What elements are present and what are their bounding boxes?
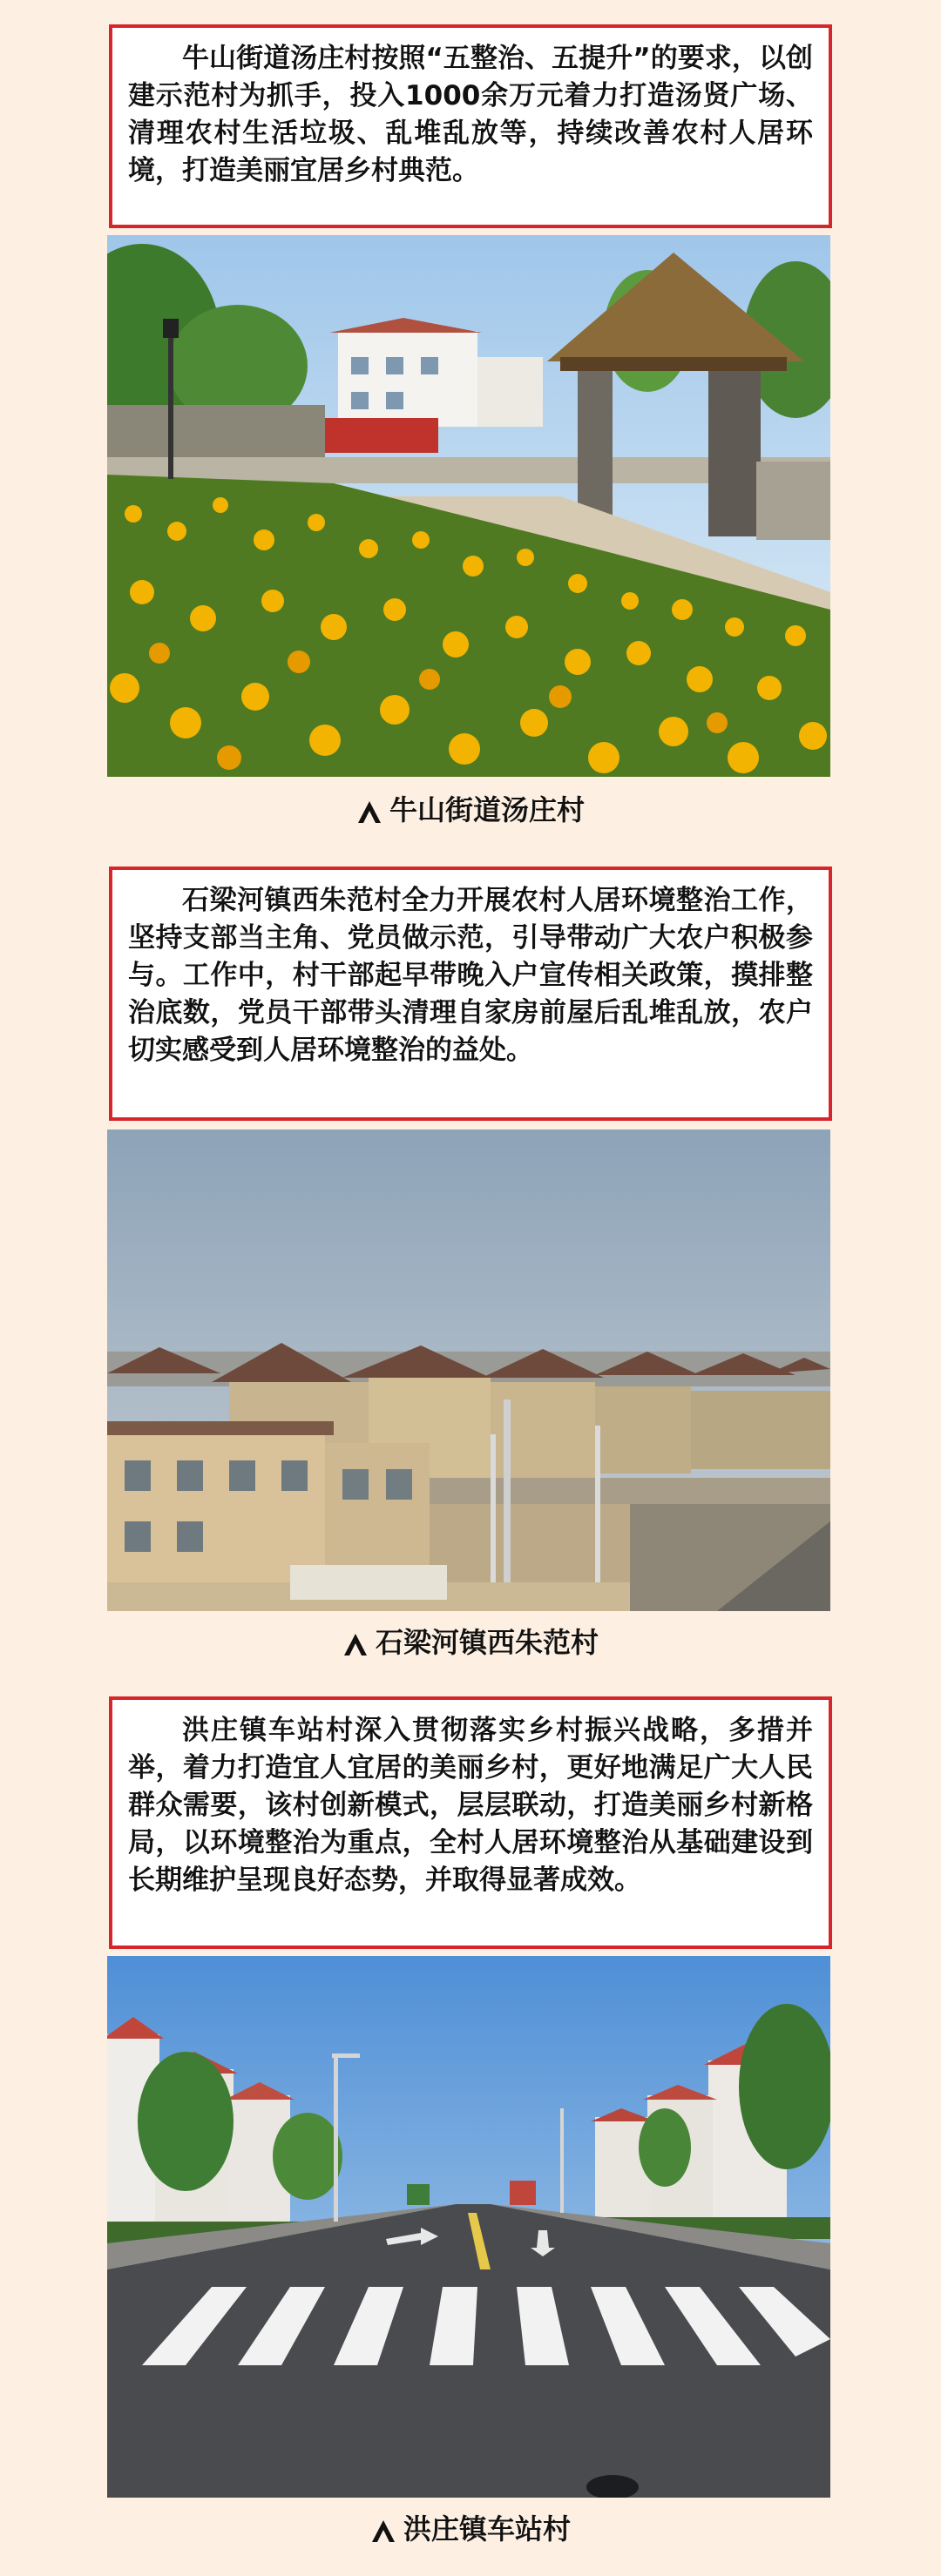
intro-text-box-3 [109, 1696, 832, 1949]
caption-text-3: 洪庄镇车站村 [403, 2512, 571, 2546]
caption-3 [0, 2512, 941, 2546]
intro-text-box-1 [109, 24, 832, 228]
intro-text-1: 牛山街道汤庄村按照“五整治、五提升”的要求，以创建示范村为抓手，投入1000余万元着力打造汤贤广场、清理农村生活垃圾、乱堆乱放等，持续改善农村人居环境，打造美丽宜居乡村典范。 [128, 43, 813, 186]
caret-up-icon [370, 2518, 396, 2544]
caption-text-2: 石梁河镇西朱范村 [375, 1626, 599, 1659]
caption-1 [0, 792, 941, 827]
photo-tangzhuang-village [107, 235, 830, 777]
caption-text-1: 牛山街道汤庄村 [389, 793, 585, 826]
caret-up-icon [356, 799, 382, 825]
photo-chezhan-village [107, 1956, 830, 2498]
intro-text-box-2 [109, 867, 832, 1121]
caption-2 [0, 1625, 941, 1660]
caret-up-icon [342, 1631, 369, 1657]
intro-text-2: 石梁河镇西朱范村全力开展农村人居环境整治工作，坚持支部当主角、党员做示范，引导带动广大农户积极参与。工作中，村干部起早带晚入户宣传相关政策，摸排整治底数，党员干部带头清理自家房前屋后乱堆乱放，农户切实感受到人居环境整治的益处。 [128, 885, 813, 1066]
photo-xizhufan-village [107, 1130, 830, 1611]
intro-text-3: 洪庄镇车站村深入贯彻落实乡村振兴战略，多措并举，着力打造宜人宜居的美丽乡村，更好地满足广大人民群众需要，该村创新模式，层层联动，打造美丽乡村新格局，以环境整治为重点，全村人居环境整治从基础建设到长期维护呈现良好态势，并取得显著成效。 [128, 1715, 813, 1896]
